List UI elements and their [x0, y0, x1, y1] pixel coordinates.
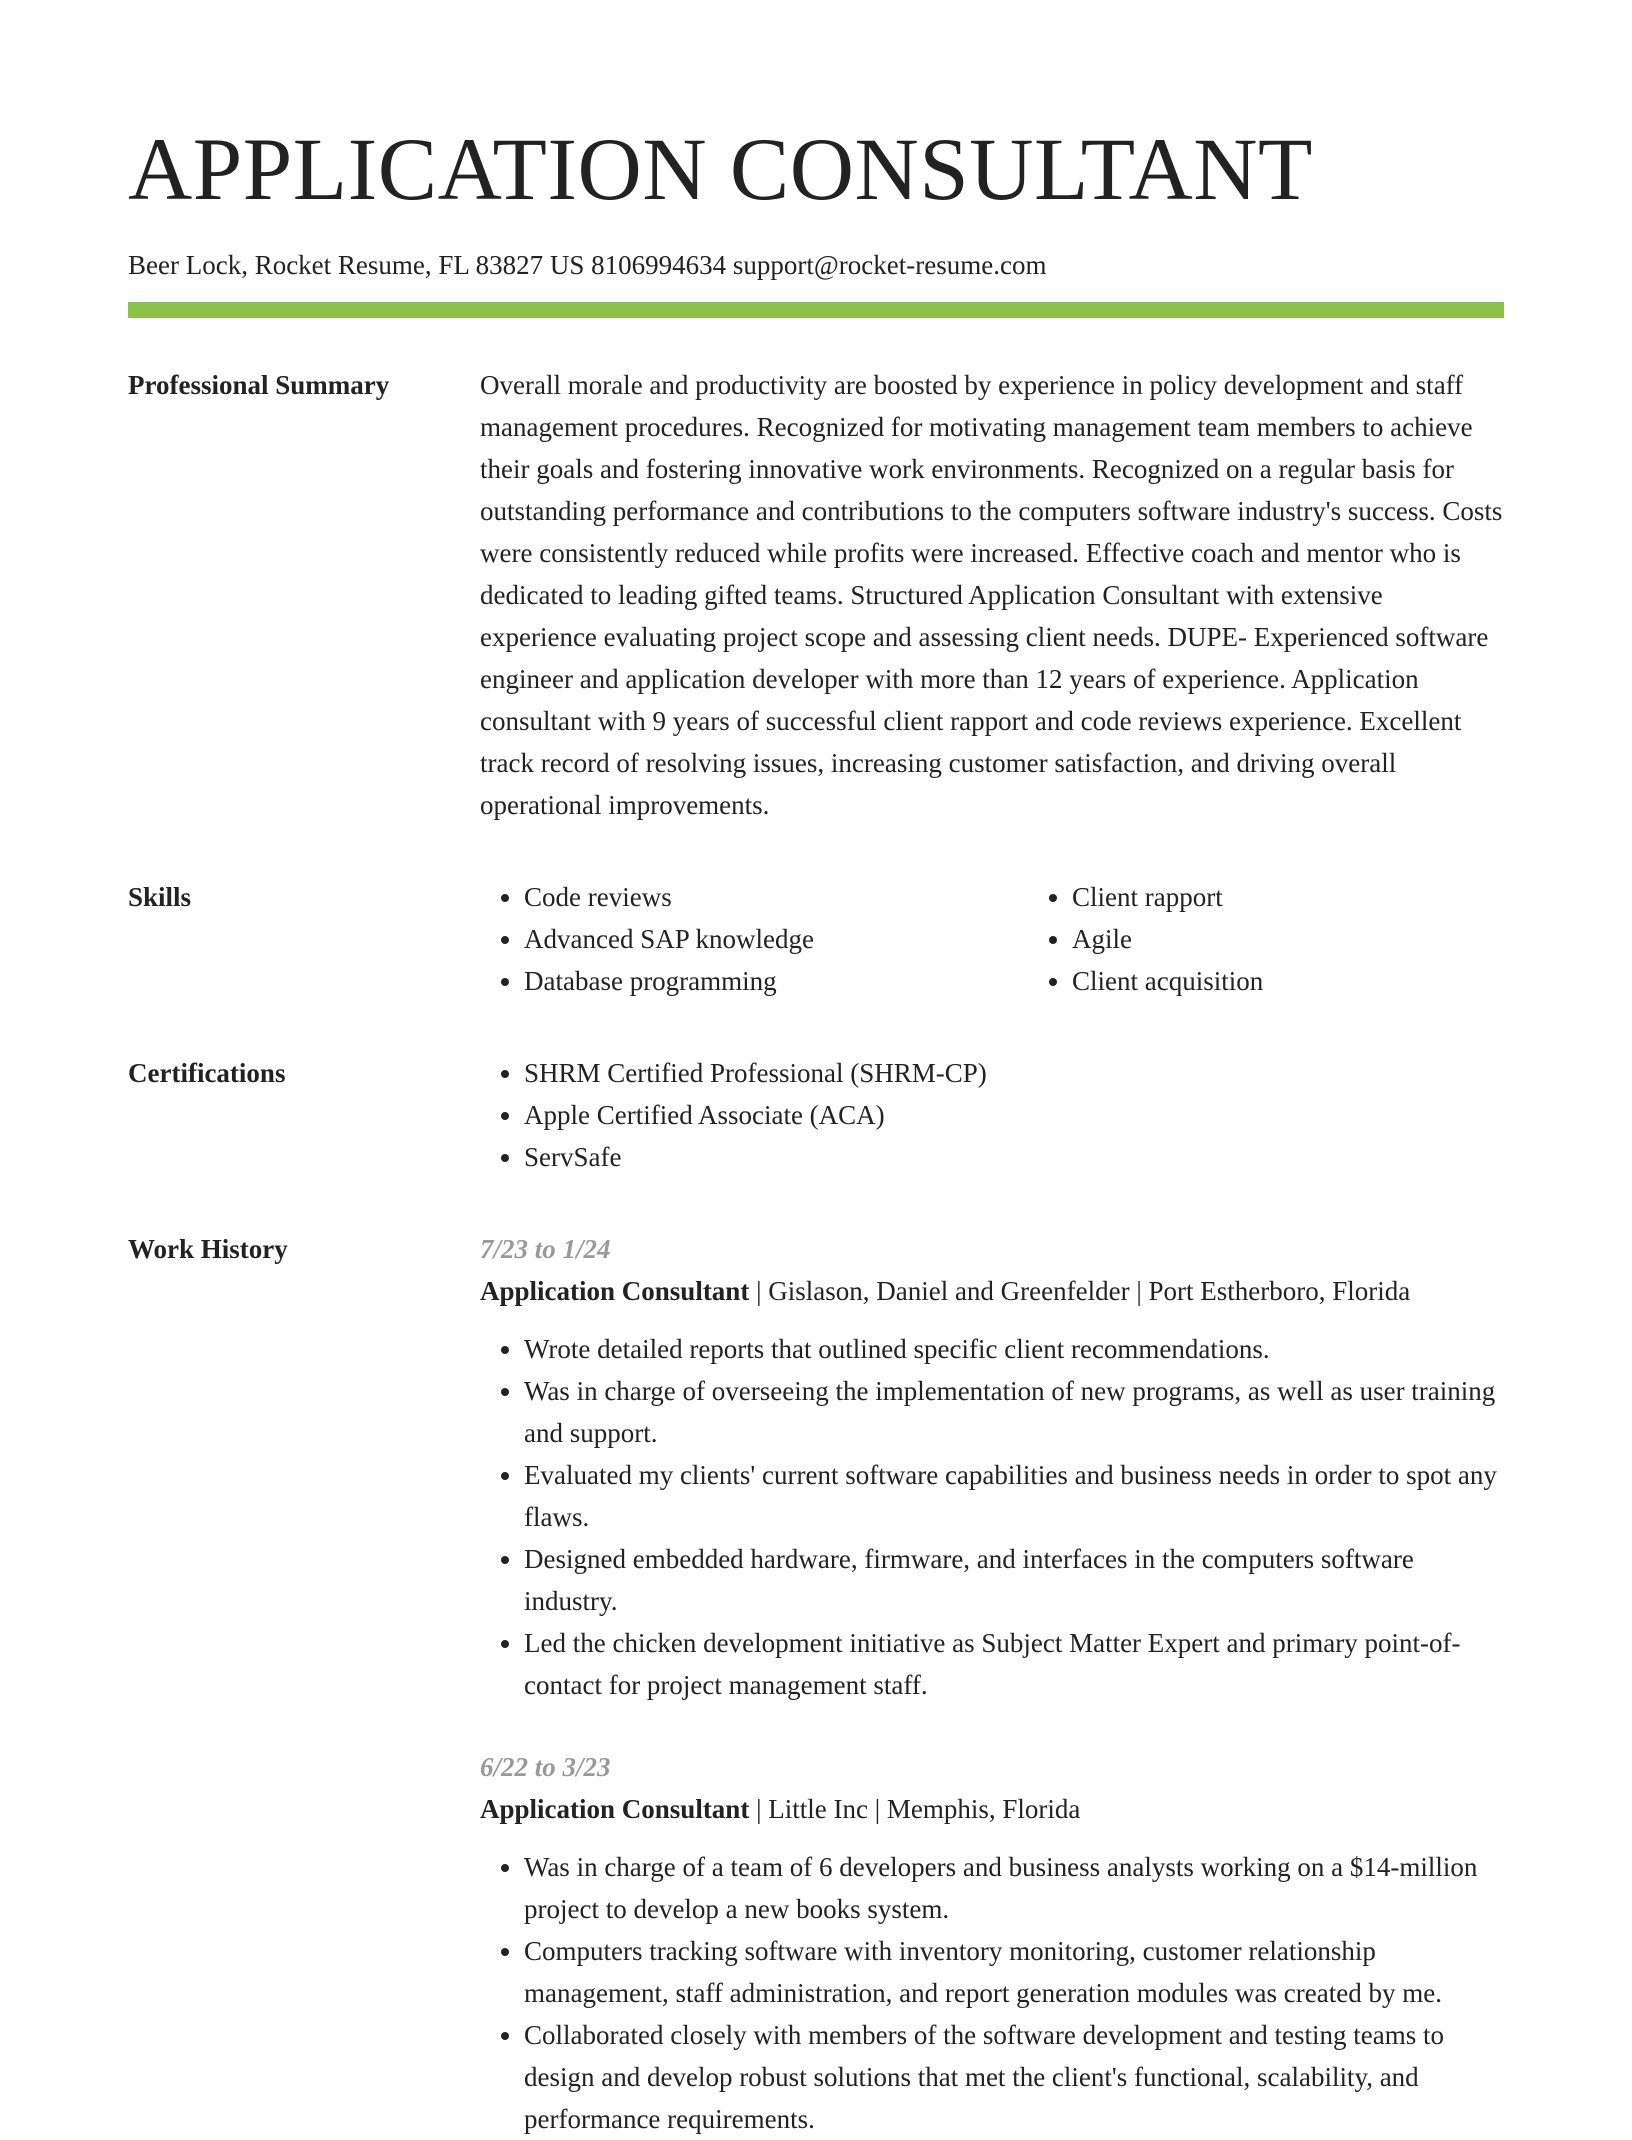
job-title: Application Consultant: [480, 1276, 750, 1306]
certification-item: • SHRM Certified Professional (SHRM-CP): [524, 1052, 1504, 1094]
skills-section: [128, 876, 1504, 1002]
job-bullet: • Designed embedded hardware, firmware, and interfaces in the computers software industry.: [524, 1538, 1504, 1622]
resume-page: [128, 120, 1504, 2140]
accent-divider: [128, 302, 1504, 318]
contact-line: Beer Lock, Rocket Resume, FL 83827 US 8106994634 support@rocket-resume.com: [128, 250, 1047, 280]
job-entry: [480, 1228, 1504, 1706]
skill-item: • Advanced SAP knowledge: [524, 918, 1028, 960]
job-bullet: • Was in charge of a team of 6 developers and business analysts working on a $14-million project to develop a new books system.: [524, 1846, 1504, 1930]
job-bullet: • Led the chicken development initiative as Subject Matter Expert and primary point-of-contact for project management staff.: [524, 1622, 1504, 1706]
skill-item: • Database programming: [524, 960, 1028, 1002]
skill-item: • Code reviews: [524, 876, 1028, 918]
certification-item: • Apple Certified Associate (ACA): [524, 1094, 1504, 1136]
certifications-list: [480, 1052, 1504, 1178]
resume-title: APPLICATION CONSULTANT: [128, 121, 1313, 219]
job-bullet: • Evaluated my clients' current software capabilities and business needs in order to spot any flaws.: [524, 1454, 1504, 1538]
skill-item: • Client rapport: [1072, 876, 1576, 918]
section-title-summary: Professional Summary: [128, 370, 390, 400]
job-bullet: • Wrote detailed reports that outlined specific client recommendations.: [524, 1328, 1504, 1370]
work-history-section: [128, 1228, 1504, 2140]
skills-list-right: [1028, 876, 1576, 1002]
summary-section: [128, 364, 1504, 826]
job-details: | Gislason, Daniel and Greenfelder | Port Estherboro, Florida: [749, 1276, 1411, 1306]
job-bullets: [480, 1846, 1504, 2140]
summary-text: Overall morale and productivity are boosted by experience in policy development and staff management procedures. Recognized for motivating management team members to achieve their goals and fostering innovative work environments. Recognized on a regular basis for outstanding performance and contributions to the computers software industry's success. Costs were consistently reduced while profits were increased. Effective coach and mentor who is dedicated to leading gifted teams. Structured Application Consultant with extensive experience evaluating project scope and assessing client needs. DUPE- Experienced software engineer and application developer with more than 12 years of experience. Application consultant with 9 years of successful client rapport and code reviews experience. Excellent track record of resolving issues, increasing customer satisfaction, and driving overall operational improvements.: [480, 370, 1503, 820]
section-title-certifications: Certifications: [128, 1058, 286, 1088]
job-bullet: • Collaborated closely with members of the software development and testing teams to design and develop robust solutions that met the client's functional, scalability, and performance requirements.: [524, 2014, 1504, 2140]
job-dates: 7/23 to 1/24: [480, 1234, 611, 1264]
job-heading: [480, 1788, 1504, 1830]
job-bullets: [480, 1328, 1504, 1706]
job-entry: [480, 1746, 1504, 2140]
section-title-skills: Skills: [128, 882, 192, 912]
skills-list-left: [480, 876, 1028, 1002]
job-bullet: • Was in charge of overseeing the implementation of new programs, as well as user training and support.: [524, 1370, 1504, 1454]
job-dates: 6/22 to 3/23: [480, 1752, 611, 1782]
job-details: | Little Inc | Memphis, Florida: [749, 1794, 1081, 1824]
certifications-section: [128, 1052, 1504, 1178]
certification-item: • ServSafe: [524, 1136, 1504, 1178]
job-bullet: • Computers tracking software with inventory monitoring, customer relationship management, staff administration, and report generation modules was created by me.: [524, 1930, 1504, 2014]
skill-item: • Client acquisition: [1072, 960, 1576, 1002]
skill-item: • Agile: [1072, 918, 1576, 960]
section-title-work-history: Work History: [128, 1234, 288, 1264]
job-heading: [480, 1270, 1504, 1312]
job-title: Application Consultant: [480, 1794, 750, 1824]
